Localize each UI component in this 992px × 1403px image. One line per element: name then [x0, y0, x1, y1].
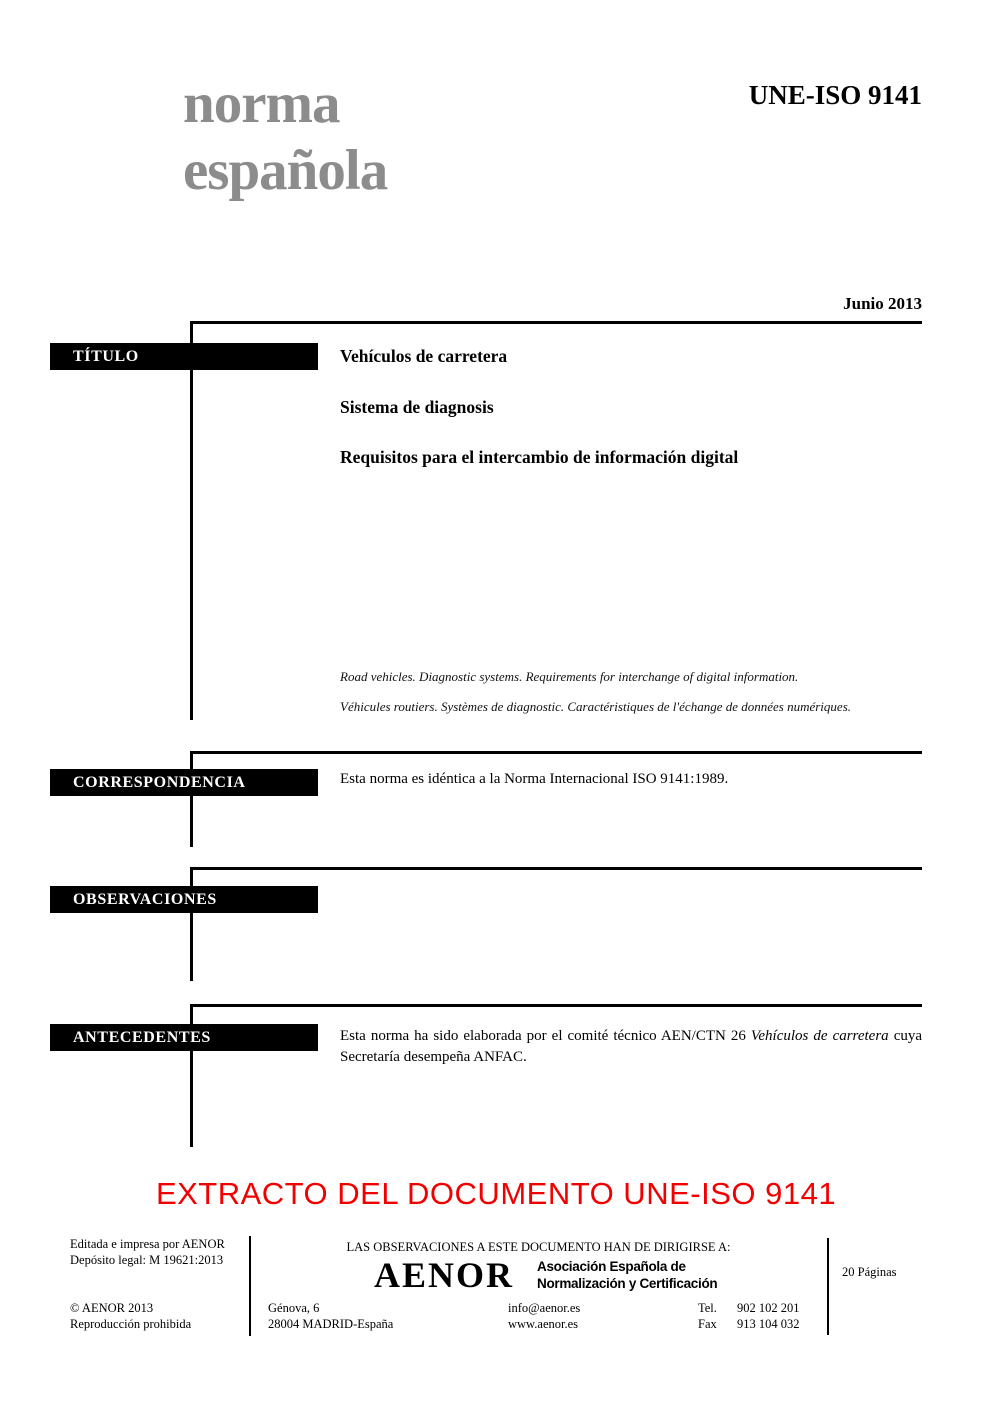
antecedentes-text-italic: Vehículos de: [750, 1028, 828, 1044]
vertical-rule-observaciones: [190, 867, 193, 981]
horizontal-rule-correspondencia: [190, 751, 922, 754]
section-label-titulo: [50, 343, 318, 370]
footer-copyright: [70, 1301, 191, 1332]
section-label-antecedentes: [50, 1024, 318, 1051]
footer-fax-value: 913 104 032: [737, 1316, 800, 1331]
extract-banner: EXTRACTO DEL DOCUMENTO UNE-ISO 9141: [155, 1176, 837, 1211]
title-line-1: Vehículos de carretera: [340, 346, 508, 366]
horizontal-rule-titulo: [190, 321, 922, 324]
section-label-correspondencia-text: CORRESPONDENCIA: [73, 773, 246, 791]
section-label-titulo-text: TÍTULO: [73, 347, 139, 365]
footer-address: [268, 1301, 393, 1332]
footer-address-line1: Génova, 6: [268, 1301, 320, 1315]
section-label-observaciones: [50, 886, 318, 913]
footer-website: www.aenor.es: [508, 1316, 579, 1331]
footer-copyright-line1: © AENOR 2013: [70, 1301, 154, 1315]
footer-page-count: 20 Páginas: [842, 1265, 897, 1279]
issue-date: Junio 2013: [843, 294, 922, 313]
title-line-2: Sistema de diagnosis: [340, 397, 494, 417]
footer-publisher-line1: Editada e impresa por AENOR: [70, 1237, 225, 1251]
antecedentes-text-after: cuya Secretaría desempeña ANFAC.: [340, 1028, 923, 1065]
section-label-observaciones-text: OBSERVACIONES: [73, 890, 217, 908]
horizontal-rule-observaciones: [190, 867, 922, 870]
aenor-logo: AENOR: [374, 1255, 515, 1295]
footer-publisher: [70, 1237, 225, 1268]
footer-copyright-line2: Reproducción prohibida: [70, 1316, 192, 1331]
antecedentes-text-before: Esta norma ha sido elaborada por el comité técnico AEN/CTN 26: [340, 1028, 746, 1044]
vertical-rule-titulo: [190, 321, 193, 720]
aenor-tagline: [537, 1259, 717, 1292]
footer-address-line2: 28004 MADRID-España: [268, 1316, 394, 1331]
vertical-rule-correspondencia: [190, 751, 193, 847]
aenor-tagline-line1: Asociación Española de: [537, 1259, 686, 1274]
title-translation-french: Véhicules routiers. Systèmes de diagnostic. Caractéristiques de l'échange de données numériques.: [340, 699, 851, 714]
antecedentes-text: [340, 1026, 922, 1067]
document-code: UNE-ISO 9141: [748, 80, 922, 110]
footer-tel-value: 902 102 201: [737, 1301, 800, 1315]
footer-tel-label: Tel.: [698, 1301, 717, 1315]
aenor-tagline-line2: Normalización y Certificación: [537, 1275, 718, 1291]
brand-line-2: española: [183, 139, 388, 202]
footer-tel-row: [698, 1301, 800, 1317]
footer-contact-web: [508, 1301, 580, 1332]
brand-line-1: norma: [183, 72, 340, 135]
footer-publisher-line2: Depósito legal: M 19621:2013: [70, 1252, 224, 1267]
footer-email: info@aenor.es: [508, 1301, 581, 1315]
footer-divider-right: [827, 1238, 829, 1335]
title-line-3: Requisitos para el intercambio de información digital: [340, 447, 739, 467]
title-translation-english: Road vehicles. Diagnostic systems. Requirements for interchange of digital information.: [340, 669, 799, 684]
section-label-correspondencia: [50, 769, 318, 796]
section-label-antecedentes-text: ANTECEDENTES: [73, 1028, 211, 1046]
footer-fax-label: Fax: [698, 1316, 717, 1331]
horizontal-rule-antecedentes: [190, 1004, 922, 1007]
antecedentes-text-italic2: carretera: [832, 1028, 889, 1044]
footer-observations-notice: LAS OBSERVACIONES A ESTE DOCUMENTO HAN DE DIRIGIRSE A:: [346, 1240, 731, 1254]
norma-espanola-logo: [183, 70, 387, 204]
footer-fax-row: [698, 1317, 800, 1333]
correspondencia-text: Esta norma es idéntica a la Norma Internacional ISO 9141:1989.: [340, 771, 729, 787]
footer-phone-fax: [698, 1301, 800, 1332]
